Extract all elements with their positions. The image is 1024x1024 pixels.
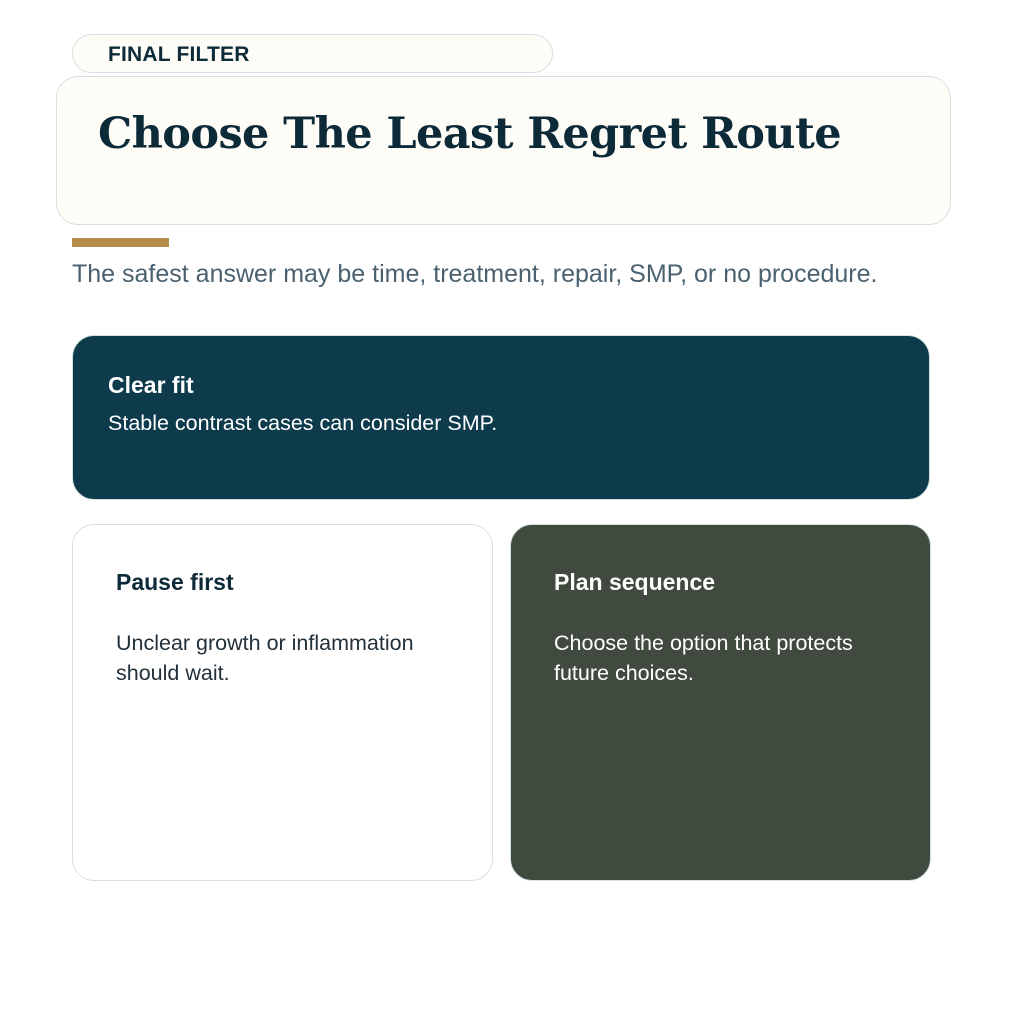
eyebrow-label: FINAL FILTER	[108, 43, 250, 66]
pause-first-body: Unclear growth or inflammation should wait.	[116, 631, 414, 685]
clear-fit-body: Stable contrast cases can consider SMP.	[108, 411, 498, 435]
section-eyebrow-pill	[72, 34, 553, 73]
title-panel	[56, 76, 951, 225]
accent-divider	[72, 238, 169, 247]
plan-sequence-body: Choose the option that protects future choices.	[554, 631, 853, 685]
clear-fit-title: Clear fit	[108, 372, 194, 398]
page-title: Choose The Least Regret Route	[98, 109, 841, 159]
plan-sequence-card	[510, 524, 931, 881]
clear-fit-card	[72, 335, 930, 500]
plan-sequence-title: Plan sequence	[554, 569, 716, 595]
pause-first-title: Pause first	[116, 569, 234, 595]
pause-first-card	[72, 524, 493, 881]
page-subtitle: The safest answer may be time, treatment, repair, SMP, or no procedure.	[72, 260, 878, 288]
